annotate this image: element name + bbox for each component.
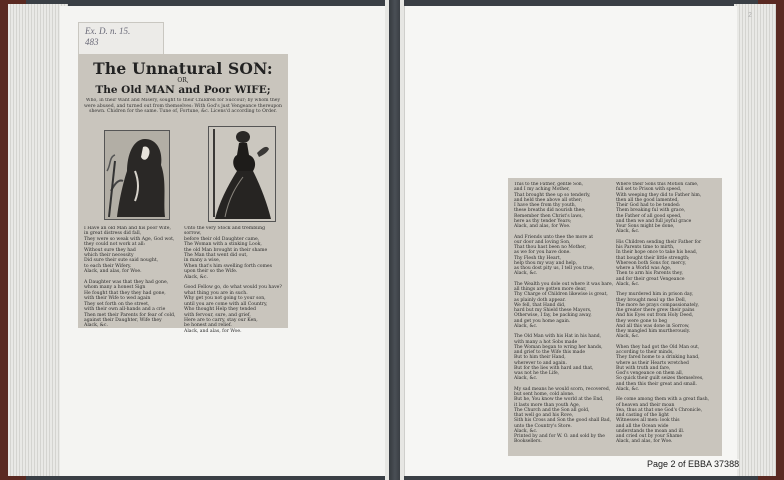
verse-column-4: Where their Sons this Motion came, full set to Prison with speed, With weeping they did to Father him, then all the good lamented, Their God had to be tended: Them breaking ful with grace, the Father of all good speed, and then we and full joyful grace Your Sons might be done, Alack, &c. His Children sending their Father for his Parents time to mirth, In their hope once to take his head, that bought their little strength; Whereon both Sons for, mercy, where a World was Age, Then to arm his Parents they, and for their great Vengeance Alack, &c. They murdered him in prison day, they brought meal up the Dell, The more he prays compassionately, the greater there grew their pains And his Eyes out from Holy Deed, they were gone to beg And all this was done in Sorrow, they mangled him murtherously. Alack, &c. When they had got the Old Man out, according to their minds, They fared home to a drinking hand, where as their Hearts wretched But with truth and fare, God's vengeance on them all, So quick their guilt seizes themselves, and then this their great and small. Alack, &c. He come among them with a great flash, of heaven and their moan Yea, thus at that one God's Chronicle, and casting of the light Witnesses all men: look this and all the Ocean wide understands the moan and ill. and cried out by your Shame Alack, and alas, for Woe. bbox=[616, 182, 710, 445]
catalog-slip bbox=[78, 22, 164, 58]
ballad-or: OR, bbox=[177, 77, 189, 84]
page-label: Page 2 of EBBA 37388 bbox=[647, 459, 740, 469]
left-page-stack bbox=[8, 4, 68, 476]
verse-column-3: This to the Father, gentle Son, and I my aching Mother, That brought thee up so tenderly, and held thee above all other; I have thee from thy youth, these breaths did nourish thee; Remember then Christ's laws, here as thy tender Years; Alack, and alas, for Woe. And Friends unto thee the more at our door and loving Son, That thou hast been no Mother, as we for you have done. Thy Flesh thy Heart, help thou my way and help, as thou dost pity us, I tell you true, Alack, &c. The Wealth you dole out where it was bare, all things are gotten more dear, Thy Charge of Children likewise is great, as plainly doth appear. We fell, that Hand did, hard but my Shield these Mayors, Otherwise, I fay, be packing away, and get you home again. Alack, &c. The Old Man with his Hat in his hand, with many a hot Sobs made The Woman began to wring her hands, and grief to the Wife this made But to him their Hand, wherever to and again. But for the lies with hard and that, was not he the Life, Alack, &c. My sad means he would scorn, recovered, but sent home, cold alone. But he, You know the world at the End, it lasts more than youth Age, The Church and the Son all gold, that well go and his Rove, Sith his Cross and Son the good shall Bad, unto the Country's Store. Alack, &c. Printed by and for W. O. and sold by the Booksellers. bbox=[514, 182, 614, 445]
slip-line-2: 483 bbox=[85, 37, 99, 47]
gutter-edge-left bbox=[385, 0, 389, 480]
woodcuts bbox=[84, 126, 282, 226]
ballad-verses bbox=[84, 226, 282, 338]
page-number: 2 bbox=[748, 12, 752, 19]
woodcut-woman bbox=[208, 126, 276, 222]
woodcut-old-man bbox=[104, 130, 170, 220]
right-broadside bbox=[508, 178, 722, 456]
slip-line-1: Ex. D. n. 15. bbox=[85, 26, 131, 36]
verse-column-1: I Have an old Man and his poor Wife, in great distress did fall, They were so weak with Age, God wot, they could not work at all: Without sure they had which their necessity Did sure their sute said nought, to each their Wifery. Alack, and alas, for Woe. A Daughter was that they had gone, whom many a honest Sign He fought that they they had gone, with their Wife to wed again They set forth on the street, with their own all-hands and a crie Then met their Parents for fear of cold, against their Daughter, Wife they Alack, &c. bbox=[84, 226, 176, 329]
ballad-title: The Unnatural SON: bbox=[93, 59, 273, 78]
ballad-subtitle: The Old MAN and Poor WIFE; bbox=[95, 84, 271, 96]
ballad-description: Who, in their Want and Misery, sought to their Children for Succour; by whom they were abused, and turned out from themselves: With God's just Vengeance thereupon shewn. Chidren for the same. Tune of, Fortune, &c. Licens'd according to Order. bbox=[84, 98, 282, 115]
right-page-stack bbox=[734, 4, 776, 476]
gutter-edge-right bbox=[400, 0, 404, 480]
verse-column-2: Unto the very Stock and trembling sorrow, before their old Daughter came, The Woman with a stinking Look, the old Man brought in their shame The Man that went did out, in many a wise, When that's him swelling forth comes upon their so the Wife. Alack, &c. Good Fellow go, do what would you have? what thing you are in such. Why get you not going to your son, until you are come with all Country, Who thought Help they tended with fervour, sure, and grief, Here are to carry, stay our Ken, be honest and relief. Alack, and alas, for Woe. bbox=[184, 226, 282, 334]
left-broadside bbox=[78, 54, 288, 334]
